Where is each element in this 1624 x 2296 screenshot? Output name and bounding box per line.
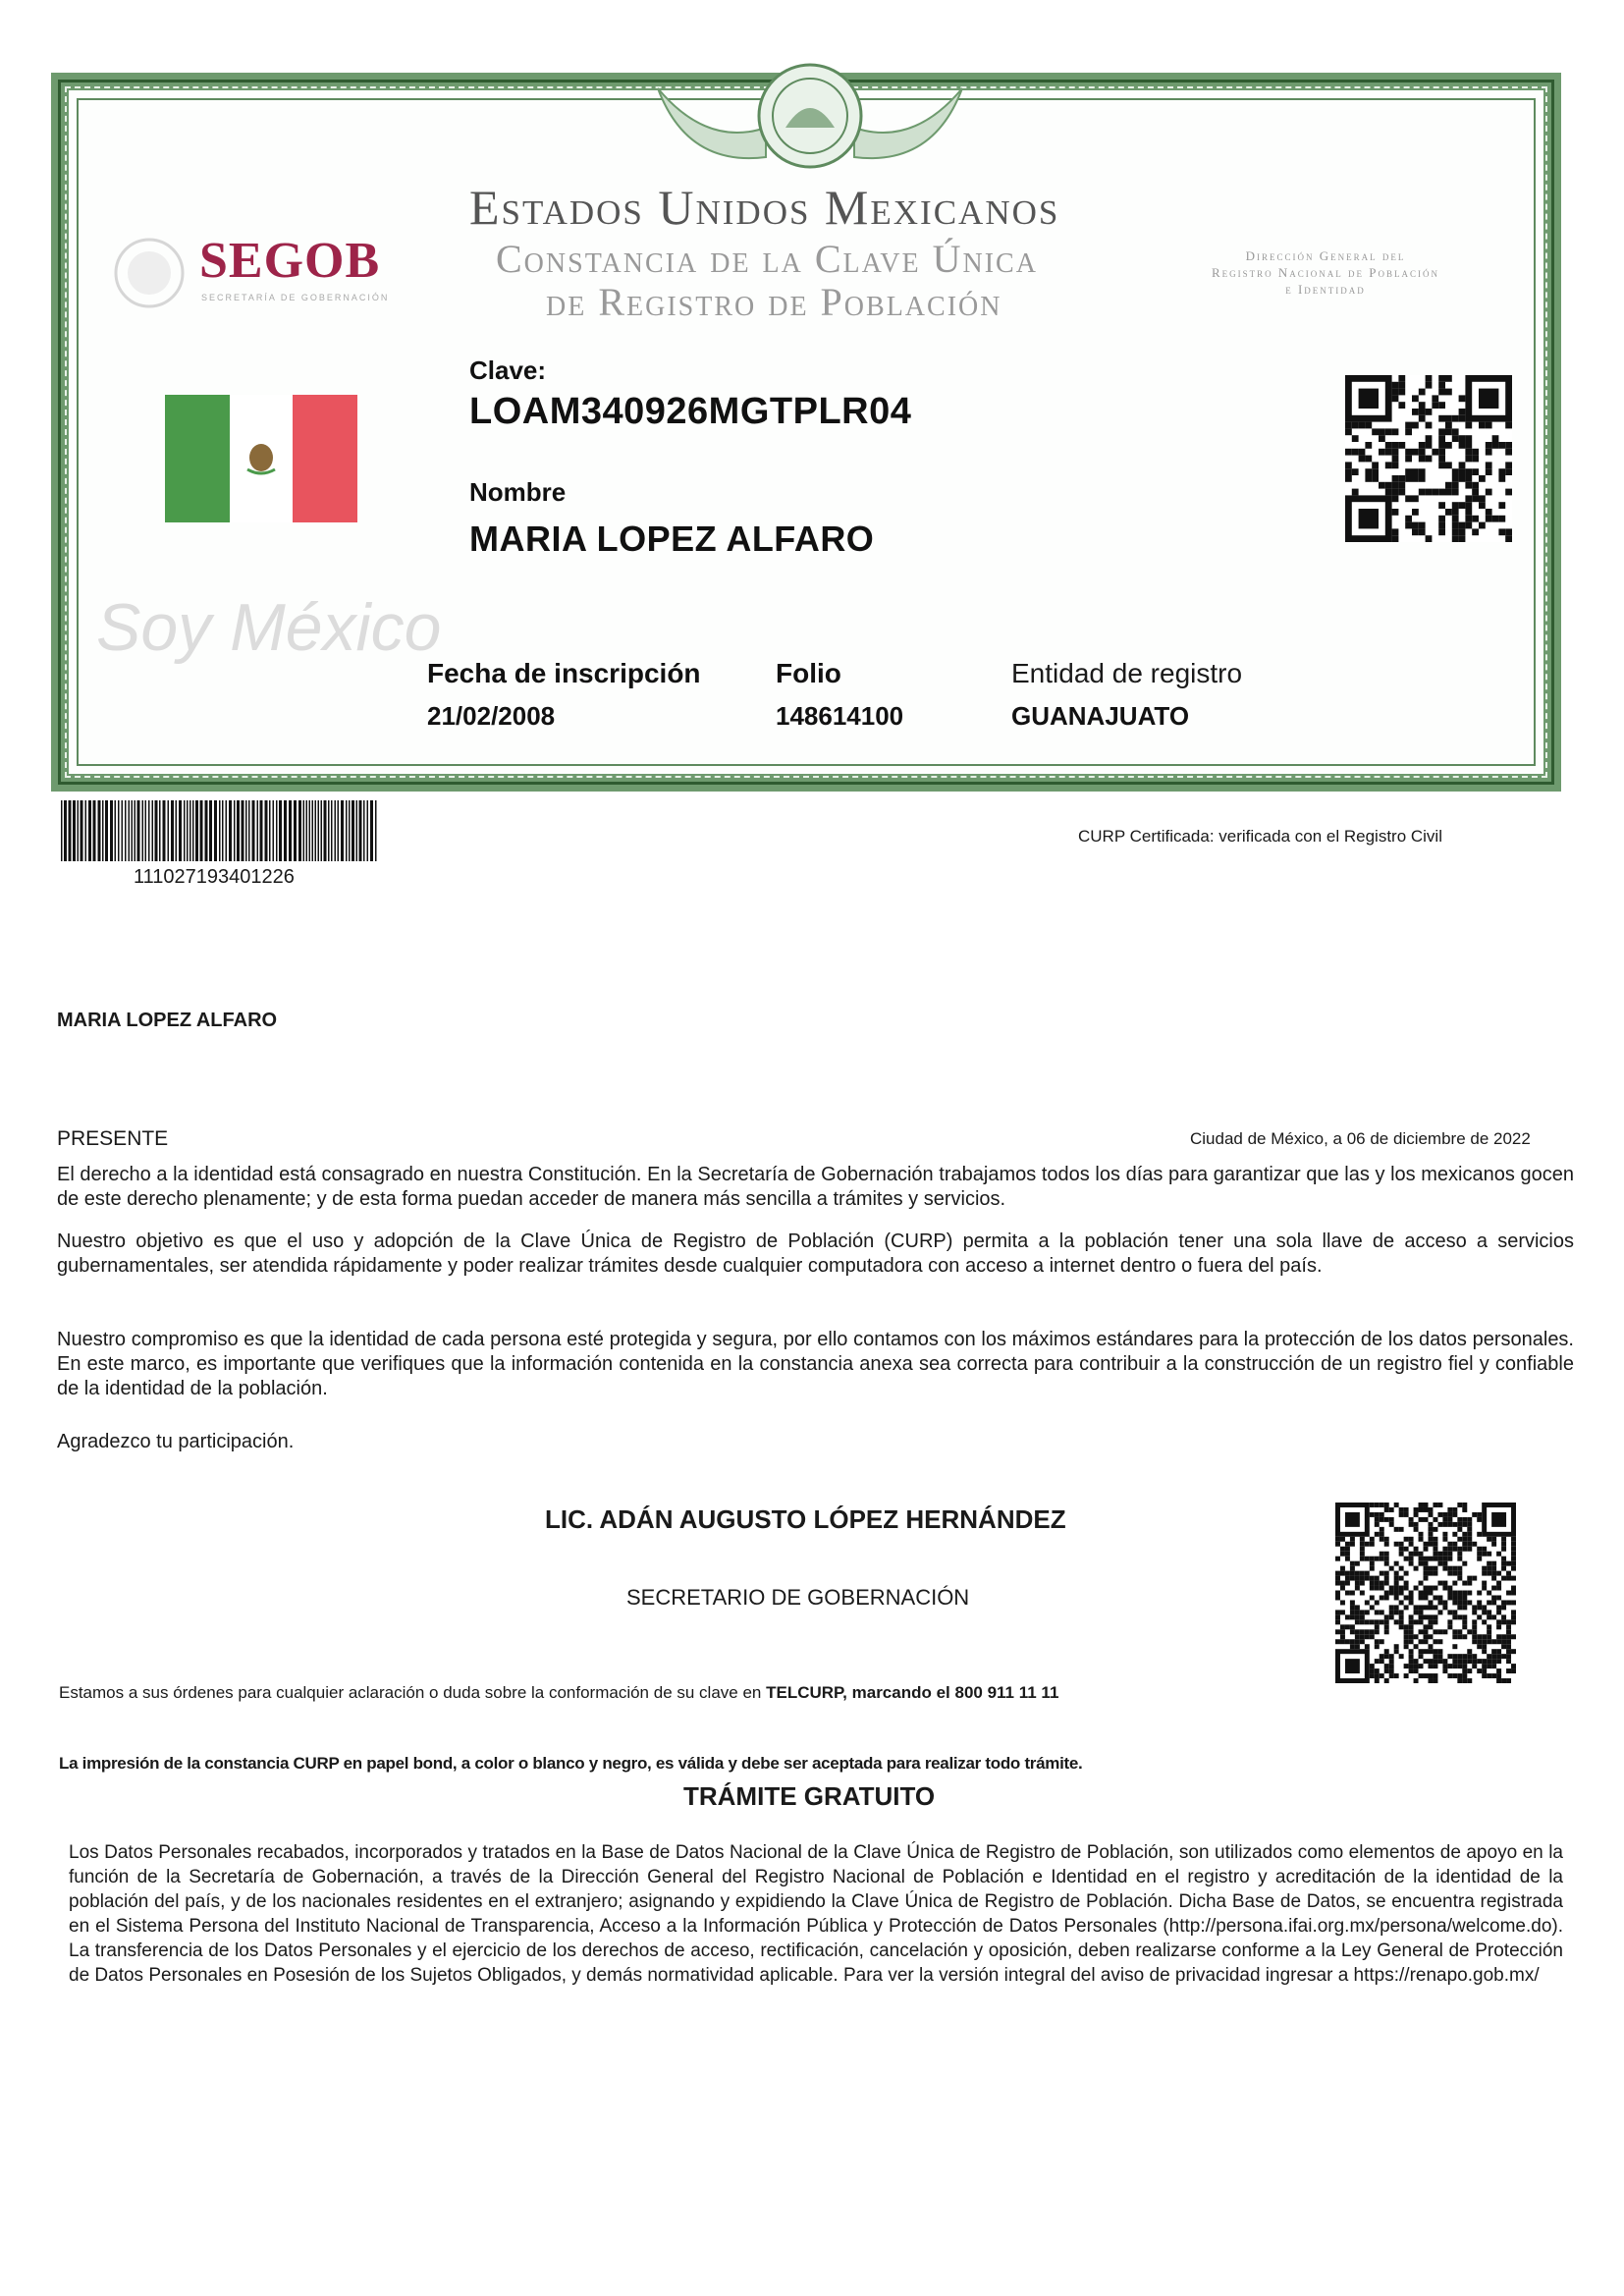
- directorate-line1: Dirección General del: [1245, 248, 1406, 263]
- doc-title-line2: de Registro de Población: [546, 280, 1002, 324]
- paragraph-2: Nuestro objetivo es que el uso y adopción de la Clave Única de Registro de Población (CURP) permita a la población tener una sola llave de acceso a servicios gubernamentales, ser atendida rápidamente y poder realizar trámites desde cualquier computadora con acceso a internet dentro o fuera del país.: [57, 1230, 1574, 1277]
- doc-title-line1: Constancia de la Clave Única: [496, 237, 1038, 281]
- paragraph-1: El derecho a la identidad está consagrado en nuestra Constitución. En la Secretaría de Gobernación trabajamos todos los días para garantizar que las y los mexicanos gocen de este derecho plenamente; y de esta forma puedan acceder de manera más sencilla a trámites y servicios.: [57, 1164, 1574, 1210]
- segob-subtitle: SECRETARÍA DE GOBERNACIÓN: [201, 293, 390, 302]
- nombre-value: MARIA LOPEZ ALFARO: [469, 519, 875, 559]
- coat-of-arms-icon: [648, 59, 972, 177]
- directorate-line3: e Identidad: [1285, 282, 1366, 297]
- clave-label: Clave:: [469, 355, 547, 385]
- presente: PRESENTE: [57, 1127, 169, 1150]
- folio-label: Folio: [776, 658, 841, 688]
- qr-code-icon: [1335, 1503, 1516, 1683]
- fecha-value: 21/02/2008: [427, 701, 556, 731]
- signer-title: SECRETARIO DE GOBERNACIÓN: [626, 1585, 970, 1610]
- place-date: Ciudad de México, a 06 de diciembre de 2022: [1190, 1129, 1531, 1148]
- mexican-flag-icon: [165, 395, 357, 522]
- entidad-value: GUANAJUATO: [1011, 701, 1190, 731]
- country-title: Estados Unidos Mexicanos: [469, 180, 1060, 235]
- qr-code-icon: [1345, 375, 1512, 542]
- validity-note: La impresión de la constancia CURP en papel bond, a color o blanco y negro, es válida y debe ser aceptada para realizar todo trámite.: [59, 1754, 1083, 1773]
- barcode-number: 111027193401226: [134, 866, 295, 888]
- soy-mexico-watermark: Soy México: [96, 590, 442, 665]
- barcode-icon: [59, 800, 383, 869]
- nombre-label: Nombre: [469, 477, 567, 507]
- privacy-notice: Los Datos Personales recabados, incorporados y tratados en la Base de Datos Nacional de la Clave Única de Registro de Población, son utilizados como elementos de apoyo en la función de la Secretaría de Gobernación, a través de la Dirección General del Registro Nacional de Población e Identidad en el registro y acreditación de la identidad de la población del país, y de los nacionales residentes en el extranjero; asignando y expidiendo la Clave Única de Registro de Población. Dicha Base de Datos, se encuentra registrada en el Sistema Persona del Instituto Nacional de Transparencia, Acceso a la Información Pública y Protección de Datos Personales (http://persona.ifai.org.mx/persona/welcome.do). La transferencia de los Datos Personales y el ejercicio de los derechos de acceso, rectificación, cancelación y oposición, deben realizarse conforme a la Ley General de Protección de Datos Personales en Posesión de los Sujetos Obligados, y demás normatividad aplicable. Para ver la versión integral del aviso de privacidad ingresar a https://renapo.gob.mx/: [69, 1842, 1563, 1986]
- directorate-line2: Registro Nacional de Población: [1211, 265, 1440, 280]
- folio-value: 148614100: [776, 701, 904, 731]
- segob-logo-text: SEGOB: [199, 233, 381, 289]
- signer-name: LIC. ADÁN AUGUSTO LÓPEZ HERNÁNDEZ: [545, 1504, 1066, 1534]
- entidad-label: Entidad de registro: [1011, 658, 1243, 688]
- directorate-block: [1164, 247, 1488, 298]
- contact-prefix: Estamos a sus órdenes para cualquier aclaración o duda sobre la conformación de su clave en: [59, 1683, 767, 1702]
- addressee: MARIA LOPEZ ALFARO: [57, 1010, 278, 1031]
- fecha-label: Fecha de inscripción: [427, 658, 701, 688]
- telcurp-number: TELCURP, marcando el 800 911 11 11: [766, 1683, 1059, 1702]
- thanks: Agradezco tu participación.: [57, 1431, 295, 1452]
- free-procedure: TRÁMITE GRATUITO: [683, 1781, 936, 1811]
- segob-emblem-icon: [110, 234, 189, 312]
- contact-line: [59, 1683, 1058, 1703]
- clave-value: LOAM340926MGTPLR04: [469, 391, 912, 432]
- certified-note: CURP Certificada: verificada con el Registro Civil: [1078, 827, 1442, 846]
- paragraph-3: Nuestro compromiso es que la identidad de cada persona esté protegida y segura, por ello contamos con los máximos estándares para la protección de los datos personales. En este marco, es importante que verifiques que la información contenida en la constancia anexa sea correcta para contribuir a la construcción de un registro fiel y confiable de la identidad de la población.: [57, 1329, 1574, 1399]
